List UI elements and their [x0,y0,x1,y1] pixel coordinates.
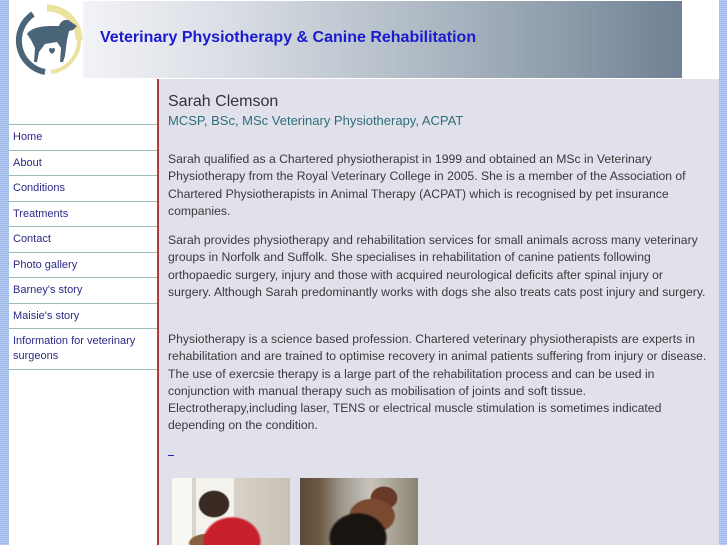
photo-woman-with-dog[interactable] [172,478,290,545]
nav-item-about[interactable]: About [9,151,157,177]
paragraph-services: Sarah provides physiotherapy and rehabilitation services for small animals across many veterinary groups in Norfolk and Suffolk. She specialises in rehabilitation of canine patients following orthopaedic surgery, injury and those with acquired neurological deficits after spinal injury or surgery. Although Sarah predominantly works with dogs she also treats cats post injury and surgery. [168,233,706,299]
nav-item-treatments[interactable]: Treatments [9,202,157,228]
logo[interactable] [11,4,83,76]
nav-item-maisies-story[interactable]: Maisie's story [9,304,157,330]
nav-item-home[interactable]: Home [9,125,157,151]
paragraph-qualifications: Sarah qualified as a Chartered physiotherapist in 1999 and obtained an MSc in Veterinary Physiotherapy from the Royal Veterinary College in 2005. She is a member of the Association of Chartered Physiotherapists in Animal Therapy (ACPAT) which is recognised by pet insurance companies. [168,152,686,218]
page [9,0,719,545]
nav-item-contact[interactable]: Contact [9,227,157,253]
main-content [157,79,719,545]
sidebar [9,78,157,545]
main-nav [9,124,157,370]
nav-item-barneys-story[interactable]: Barney's story [9,278,157,304]
empty-link[interactable] [168,455,174,456]
nav-item-conditions[interactable]: Conditions [9,176,157,202]
nav-item-vet-info[interactable]: Information for veterinary surgeons [9,329,157,370]
photo-man-with-dog[interactable] [300,478,418,545]
qualifications: MCSP, BSc, MSc Veterinary Physiotherapy, ACPAT [168,113,464,128]
site-title: Veterinary Physiotherapy & Canine Rehabilitation [100,29,477,46]
paragraph-physiotherapy: Physiotherapy is a science based profession. Chartered veterinary physiotherapists are experts in rehabilitation and are trained to optimise recovery in animal patients suffering from injury or disease. The use of exercsie therapy is a large part of the rehabilitation process and can be used in conjunction with manual therapy such as mobilisation of joints and soft tissue. Electrotherapy,including laser, TENS or electrical muscle stimulation is sometimes indicated depending on the condition. [168,332,707,433]
site-header [9,1,719,78]
dog-cat-logo-icon [11,4,83,76]
person-name: Sarah Clemson [168,93,279,110]
nav-item-photo-gallery[interactable]: Photo gallery [9,253,157,279]
